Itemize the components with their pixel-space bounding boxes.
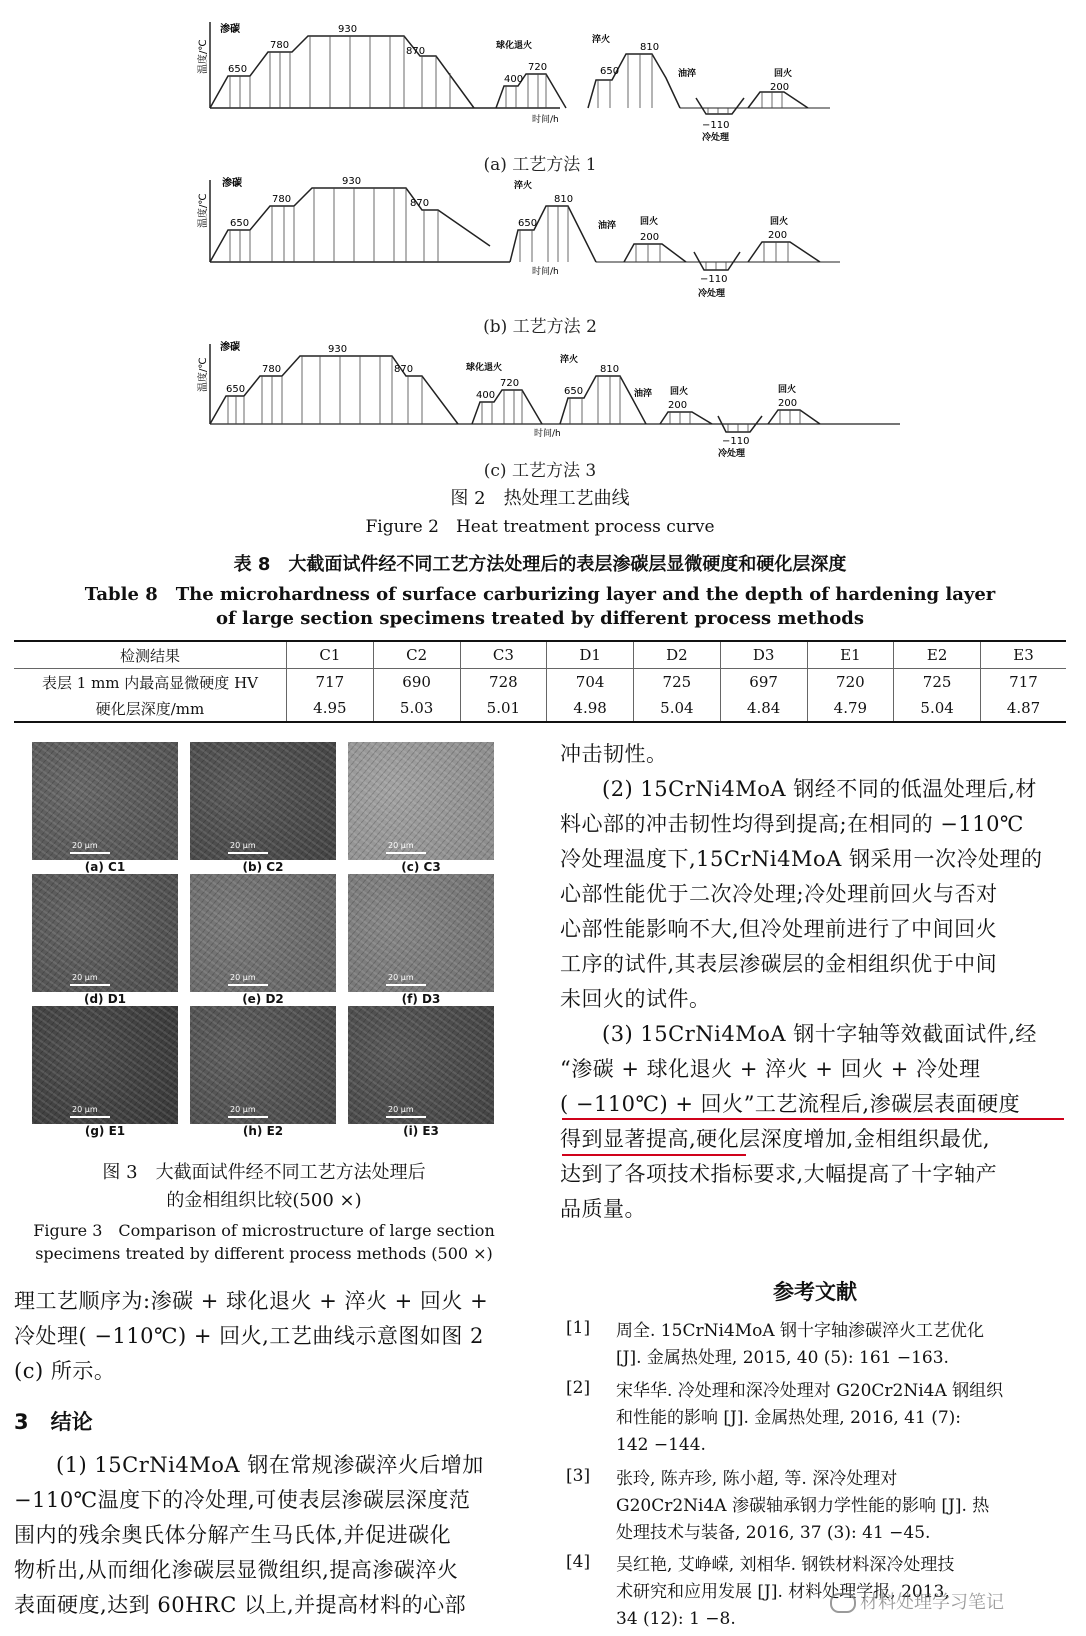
y-axis-label: 温度/℃ [198, 357, 209, 392]
process-curve-b [200, 176, 900, 302]
table-cell: 5.01 [460, 695, 547, 722]
table8-title-cn: 表 8 大截面试件经不同工艺方法处理后的表层渗碳层显微硬度和硬化层深度 [233, 554, 847, 575]
table-cell: 728 [460, 669, 547, 696]
micrograph-panel [348, 1006, 494, 1138]
stage-label: 渗碳 [222, 178, 242, 189]
stage-label: 淬火 [560, 355, 579, 365]
temp-label: 930 [342, 176, 362, 187]
scale-label: 20 μm [388, 841, 414, 850]
micrograph-panel [32, 1006, 178, 1138]
micrograph-image [32, 874, 178, 992]
left-paragraph [14, 1284, 524, 1389]
text-line: 工序的试件,其表层渗碳层的金相组织优于中间 [560, 952, 998, 976]
stage-label: 渗碳 [220, 342, 240, 353]
micrograph-panel [190, 742, 336, 874]
micrograph-panel [32, 742, 178, 874]
panel-label: (e) D2 [242, 992, 284, 1006]
text-line: 达到了各项技术指标要求,大幅提高了十字轴产 [560, 1162, 998, 1186]
section-heading [14, 1406, 93, 1436]
scale-label: 20 μm [388, 1105, 414, 1114]
temp-label: 650 [228, 64, 248, 75]
text-line: 心部性能优于二次冷处理;冷处理前回火与否对 [560, 882, 998, 906]
fig2b-caption: (b) 工艺方法 2 [483, 317, 597, 337]
table-header-cell: C2 [373, 641, 460, 669]
micrograph-image [190, 874, 336, 992]
reference-number: [1] [566, 1318, 591, 1338]
text-line: “渗碳 + 球化退火 + 淬火 + 回火 + 冷处理 [560, 1057, 981, 1081]
micrograph-panel [190, 1006, 336, 1138]
temp-label: 400 [504, 74, 524, 85]
table-cell: 硬化层深度/mm [14, 695, 287, 722]
temp-label: 650 [226, 384, 246, 395]
temp-label: 930 [328, 344, 348, 355]
stage-label: 淬火 [514, 181, 533, 191]
scale-bar [228, 852, 268, 854]
temp-label: 870 [394, 364, 414, 375]
temp-label: 870 [406, 46, 426, 57]
text-line: 物析出,从而细化渗碳层显微组织,提高渗碳淬火 [14, 1558, 459, 1582]
stage-label: 回火 [670, 387, 689, 397]
table-row [14, 695, 1066, 722]
panel-label: (g) E1 [84, 1124, 126, 1138]
micrograph-image [32, 742, 178, 860]
micrograph-panel [32, 874, 178, 1006]
fig3-caption-en-2: specimens treated by different process methods (500 ×) [35, 1244, 493, 1263]
scale-bar [70, 984, 110, 986]
scale-label: 20 μm [388, 973, 414, 982]
panel-label: (a) C1 [84, 860, 126, 874]
temp-label: 810 [554, 194, 574, 205]
text-line: (3) 15CrNi4MoA 钢十字轴等效截面试件,经 [602, 1022, 1037, 1046]
scale-bar [386, 852, 426, 854]
temp-label: 720 [500, 378, 520, 389]
stage-label: 回火 [770, 217, 789, 227]
table-header-cell: D2 [634, 641, 721, 669]
table-cell: 704 [547, 669, 634, 696]
chat-bubble-icon [830, 1593, 856, 1613]
table-cell: 表层 1 mm 内最高显微硬度 HV [42, 673, 258, 692]
text-line: −110℃温度下的冷处理,可使表层渗碳层深度范 [14, 1488, 471, 1512]
micrograph-image [348, 874, 494, 992]
stage-label: 回火 [774, 69, 793, 79]
table-cell: 720 [807, 669, 894, 696]
watermark-text: 材料处理学习笔记 [860, 1592, 1004, 1613]
panel-label: (f) D3 [401, 992, 441, 1006]
reference-line: 吴红艳, 艾峥嵘, 刘相华. 钢铁材料深冷处理技 [616, 1555, 955, 1575]
fig2a-caption: (a) 工艺方法 1 [483, 155, 597, 175]
reference-number: [4] [566, 1552, 591, 1572]
micrograph-panel [348, 874, 494, 1006]
reference-line: 和性能的影响 [J]. 金属热处理, 2016, 41 (7): [616, 1408, 962, 1428]
text-line: 未回火的试件。 [560, 987, 711, 1011]
text-line [560, 1087, 1070, 1122]
reference-line: G20Cr2Ni4A 渗碳轴承钢力学性能的影响 [J]. 热 [616, 1496, 990, 1516]
temp-label: 650 [230, 218, 250, 229]
temp-label: 400 [476, 390, 496, 401]
stage-label: 冷处理 [698, 289, 726, 299]
scale-label: 20 μm [72, 973, 98, 982]
temp-label: 200 [768, 230, 788, 241]
panel-label: (h) E2 [242, 1124, 284, 1138]
stage-label: 油淬 [678, 69, 697, 79]
table-cell: 4.87 [981, 695, 1067, 722]
table-cell: 717 [287, 669, 374, 696]
process-curve-c [200, 340, 900, 460]
stage-label: 淬火 [592, 35, 611, 45]
reference-line: 宋华华. 冷处理和深冷处理对 G20Cr2Ni4A 钢组织 [616, 1381, 1004, 1401]
text-line: 料心部的冲击韧性均得到提高;在相同的 −110℃ [560, 812, 1024, 836]
reference-line: 周全. 15CrNi4MoA 钢十字轴渗碳淬火工艺优化 [616, 1321, 985, 1341]
temp-label: 200 [778, 398, 798, 409]
table8-title-en-1: Table 8 The microhardness of surface carburizing layer and the depth of hardening layer [84, 584, 996, 605]
fig3-caption-en-1: Figure 3 Comparison of microstructure of large section [33, 1221, 495, 1240]
table-cell: 690 [373, 669, 460, 696]
text-line: 理工艺顺序为:渗碳 + 球化退火 + 淬火 + 回火 + [14, 1289, 489, 1313]
table-header-cell: E3 [981, 641, 1067, 669]
table-cell: 4.95 [287, 695, 374, 722]
table-cell: 725 [634, 669, 721, 696]
temp-label: 810 [640, 42, 660, 53]
reference-list [566, 1318, 1076, 1628]
section-title: 结论 [50, 1410, 93, 1434]
temp-label: 780 [262, 364, 282, 375]
reference-line: 处理技术与装备, 2016, 37 (3): 41 −45. [616, 1523, 931, 1543]
fig3-caption-cn-1: 图 3 大截面试件经不同工艺方法处理后 [102, 1162, 426, 1183]
scale-bar [386, 1116, 426, 1118]
table-header-cell: 检测结果 [14, 641, 287, 669]
table-cell: 725 [894, 669, 981, 696]
scale-label: 20 μm [230, 841, 256, 850]
table8-title-en-2: of large section specimens treated by different process methods [215, 608, 865, 629]
panel-label: (d) D1 [83, 992, 127, 1006]
fig2-title-en: Figure 2 Heat treatment process curve [365, 517, 715, 537]
fig2c-caption: (c) 工艺方法 3 [483, 461, 597, 481]
text-line: 冲击韧性。 [560, 742, 668, 766]
table-cell: 5.03 [373, 695, 460, 722]
y-axis-label: 温度/℃ [198, 193, 209, 228]
conclusion-1 [14, 1448, 524, 1623]
process-curve-a [198, 18, 900, 143]
panel-label: (i) E3 [403, 1124, 439, 1138]
temp-label: 650 [600, 66, 620, 77]
reference-line: [J]. 金属热处理, 2015, 40 (5): 161 −163. [616, 1348, 949, 1368]
table-cell: 4.79 [807, 695, 894, 722]
stage-label: 油淬 [634, 389, 653, 399]
temp-label: 200 [640, 232, 660, 243]
table-header-cell: D3 [720, 641, 807, 669]
stage-label: 回火 [778, 385, 797, 395]
text-line: 围内的残余奥氏体分解产生马氏体,并促进碳化 [14, 1523, 452, 1547]
scale-bar [228, 984, 268, 986]
scale-bar [70, 1116, 110, 1118]
x-axis-label: 时间/h [532, 267, 559, 277]
table-header-cell: D1 [547, 641, 634, 669]
red-underline [562, 1118, 1064, 1120]
temp-label: 650 [518, 218, 538, 229]
temp-label: 720 [528, 62, 548, 73]
text-line: (2) 15CrNi4MoA 钢经不同的低温处理后,材 [602, 777, 1037, 801]
table-cell: 4.98 [547, 695, 634, 722]
stage-label: 球化退火 [496, 41, 533, 51]
x-axis-label: 时间/h [534, 429, 561, 439]
stage-label: 回火 [640, 217, 659, 227]
micrograph-image [32, 1006, 178, 1124]
temp-label: 930 [338, 24, 358, 35]
micrograph-image [348, 742, 494, 860]
text-line: 冷处理( −110℃) + 回火,工艺曲线示意图如图 2 [14, 1324, 484, 1348]
table-header-row [14, 641, 1066, 669]
text-line: (c) 所示。 [14, 1359, 116, 1383]
table-header-cell: E1 [807, 641, 894, 669]
section-number: 3 [14, 1410, 29, 1434]
stage-label: 渗碳 [220, 24, 240, 35]
red-underline [562, 1154, 746, 1156]
table-header-cell: C1 [287, 641, 374, 669]
stage-label: 冷处理 [702, 133, 730, 143]
text-line: 心部性能影响不大,但冷处理前进行了中间回火 [560, 917, 998, 941]
scale-label: 20 μm [72, 1105, 98, 1114]
micrograph-image [190, 742, 336, 860]
stage-label: 球化退火 [466, 363, 503, 373]
table-cell: 717 [981, 669, 1067, 696]
temp-label: −110 [700, 274, 728, 285]
temp-label: 650 [564, 386, 584, 397]
table-header-cell: E2 [894, 641, 981, 669]
text-line: 冷处理温度下,15CrNi4MoA 钢采用一次冷处理的 [560, 847, 1043, 871]
reference-number: [3] [566, 1466, 591, 1486]
temp-label: 780 [272, 194, 292, 205]
reference-number: [2] [566, 1378, 591, 1398]
micrograph-image [190, 1006, 336, 1124]
temp-label: 870 [410, 198, 430, 209]
scale-bar [228, 1116, 268, 1118]
table-header-cell: C3 [460, 641, 547, 669]
micrograph-grid [32, 742, 494, 1142]
text-line: (1) 15CrNi4MoA 钢在常规渗碳淬火后增加 [56, 1453, 484, 1477]
fig3-caption-cn-2: 的金相组织比较(500 ×) [166, 1190, 362, 1211]
temp-label: 810 [600, 364, 620, 375]
reference-line: 术研究和应用发展 [J]. 材料处理学报, 2013, [616, 1582, 950, 1602]
text-fragment: ”工艺流程后,渗碳层表面硬度 [743, 1092, 1021, 1116]
text-line: 表面硬度,达到 60HRC 以上,并提高材料的心部 [14, 1593, 467, 1617]
reference-line: 34 (12): 1 −8. [616, 1609, 736, 1629]
panel-label: (b) C2 [242, 860, 284, 874]
micrograph-panel [348, 742, 494, 874]
table-cell: 5.04 [894, 695, 981, 722]
y-axis-label: 温度/℃ [198, 39, 209, 74]
scale-bar [386, 984, 426, 986]
x-axis-label: 时间/h [532, 115, 559, 125]
watermark [830, 1588, 1004, 1614]
scale-label: 20 μm [72, 841, 98, 850]
reference-line: 张玲, 陈卉珍, 陈小超, 等. 深冷处理对 [616, 1469, 898, 1489]
temp-label: 780 [270, 40, 290, 51]
temp-label: 200 [770, 82, 790, 93]
text-line: 品质量。 [560, 1197, 646, 1221]
stage-label: 油淬 [598, 221, 617, 231]
table-cell: 5.04 [634, 695, 721, 722]
scale-bar [70, 852, 110, 854]
table-cell: 697 [720, 669, 807, 696]
table-row [14, 669, 1066, 696]
scale-label: 20 μm [230, 1105, 256, 1114]
table8 [14, 640, 1066, 723]
temp-label: −110 [702, 120, 730, 131]
references-title: 参考文献 [773, 1279, 857, 1304]
text-line: 得到显著提高,硬化层深度增加,金相组织最优, [560, 1127, 991, 1151]
reference-line: 142 −144. [616, 1435, 706, 1455]
panel-label: (c) C3 [401, 860, 441, 874]
underlined-text: ( −110℃) + 回火 [560, 1092, 744, 1116]
micrograph-image [348, 1006, 494, 1124]
table-cell: 4.84 [720, 695, 807, 722]
temp-label: 200 [668, 400, 688, 411]
stage-label: 冷处理 [718, 449, 746, 459]
micrograph-panel [190, 874, 336, 1006]
fig2-title-cn: 图 2 热处理工艺曲线 [450, 488, 630, 509]
temp-label: −110 [722, 436, 750, 447]
scale-label: 20 μm [230, 973, 256, 982]
